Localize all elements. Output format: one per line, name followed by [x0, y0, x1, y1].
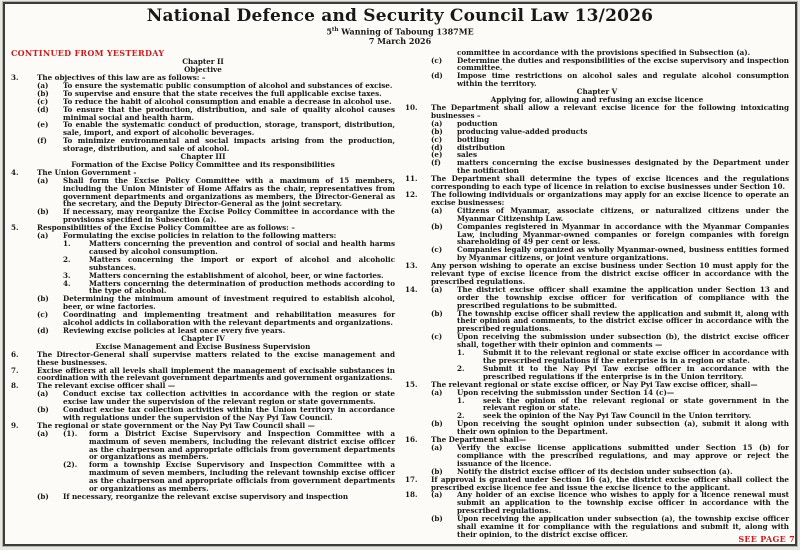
clause-text: Any holder of an excise licence who wishes to apply for a licence renewal must submit an application to the township excise officer in accordance with the prescribed regulations.: [457, 490, 789, 516]
law-clause: [11, 406, 395, 422]
left-column: [11, 49, 395, 539]
clause-text: bottling: [457, 134, 490, 144]
clause-label: 10.: [405, 103, 418, 112]
law-clause: [405, 286, 789, 310]
clause-text: To reduce the habit of alcohol consumption and enable a decrease in alcohol use.: [63, 96, 392, 106]
law-clause: [11, 390, 395, 406]
clause-label: (a): [37, 175, 49, 185]
clause-text: Conduct excise tax collection activities in accordance with the region or state excise law under the supervision of the relevant region or state governments.: [63, 389, 395, 407]
clause-text: The Department shall allow a relevant excise licence for the following intoxicating businesses –: [431, 103, 789, 120]
article-columns: [11, 49, 789, 539]
clause-text: distribution: [457, 142, 505, 152]
law-clause: [405, 310, 789, 334]
clause-text: Any person wishing to operate an excise business under Section 10 must apply for the relevant type of excise licence from the district excise officer in accordance with the prescribed regulations.: [431, 261, 789, 286]
clause-text: Companies legally organized as wholly Myanmar-owned, business entities formed by Myanmar citizens, or joint venture organizations.: [457, 245, 789, 263]
clause-text: sales: [457, 150, 478, 160]
law-clause: [405, 175, 789, 191]
law-clause: [11, 240, 395, 256]
chapter-heading: Chapter II: [182, 57, 224, 67]
clause-label: 9.: [11, 420, 19, 430]
clause-label: (b): [431, 419, 443, 429]
law-clause: [405, 476, 789, 492]
clause-text: Formulating the excise policies in relation to the following matters:: [63, 231, 337, 241]
dateline-ordinal-suffix: th: [331, 27, 339, 33]
clause-text: Upon receiving the submission under Section 14 (c)—: [457, 387, 675, 397]
clause-label: (a): [431, 387, 443, 397]
clause-text: Reviewing excise policies at least once every five years.: [63, 325, 286, 335]
chapter-heading: Excise Management and Excise Business Supervision: [95, 341, 311, 351]
law-clause: [405, 262, 789, 286]
clause-text: Determine the duties and responsibilities of the excise supervisory and inspection committee.: [457, 55, 789, 73]
clause-text: The relevant excise officer shall —: [37, 381, 176, 391]
clause-text: Verify the excise license applications submitted under Section 15 (b) for compliance with the prescribed regulations, and may approve or reject the issuance of the licence.: [457, 442, 789, 468]
clause-text: To minimize environmental and social impacts arising from the production, storage, distribution, and sale of alcohol.: [63, 136, 395, 154]
clause-label: (d): [431, 142, 443, 152]
clause-label: (e): [37, 120, 49, 130]
law-clause: [405, 420, 789, 436]
clause-text: Upon receiving the sought opinion under subsection (a), submit it along with their own opinion to the Department.: [457, 419, 789, 437]
clause-label: (c): [37, 96, 49, 106]
clause-label: 3.: [11, 72, 19, 82]
clause-label: (b): [37, 405, 49, 415]
law-clause: [405, 159, 789, 175]
clause-label: (a): [431, 118, 443, 128]
law-clause: [11, 493, 395, 501]
clause-label: (f): [37, 136, 47, 146]
law-clause: [11, 430, 395, 462]
clause-text: Submit it to the relevant regional or state excise officer in accordance with the prescribed regulations if the enterprise is in a region or state.: [483, 348, 789, 365]
law-clause: [405, 207, 789, 223]
clause-text: The objectives of this law are as follows: –: [37, 72, 206, 82]
clause-text: Matters concerning the import or export of alcohol and alcoholic substances.: [89, 254, 395, 272]
clause-label: (b): [37, 88, 49, 98]
clause-text: committee in accordance with the provisions specified in Subsection (a).: [457, 47, 751, 57]
clause-label: (a): [37, 80, 49, 90]
clause-label: 4.: [11, 167, 19, 177]
clause-text: The Department shall—: [431, 435, 527, 445]
clause-label: (b): [37, 492, 49, 501]
dateline-gregorian: 7 March 2026: [368, 35, 432, 46]
law-clause: [11, 351, 395, 367]
clause-label: (2).: [63, 460, 78, 470]
clause-text: The Department shall determine the types of excise licences and the regulations corresponding to each type of licence in relation to excise businesses under Section 10.: [431, 174, 789, 192]
clause-label: 12.: [405, 189, 418, 199]
clause-label: 14.: [405, 284, 418, 294]
clause-label: 15.: [405, 379, 418, 389]
clause-label: (b): [431, 308, 443, 318]
clause-text: Matters concerning the prevention and control of social and health harms caused by alcohol consumption.: [89, 239, 395, 256]
clause-label: 7.: [11, 365, 19, 375]
law-clause: [405, 72, 789, 88]
clause-text: Companies registered in Myanmar in accordance with the Myanmar Companies Law, including Myanmar-owned companies or foreign companies with foreign shareholding of 49 per cent or less.: [457, 221, 789, 247]
clause-label: 2.: [457, 411, 465, 421]
clause-text: form a District Excise Supervisory and Inspection Committee with a maximum of seven members, including the relevant district excise officer as the chairperson and appropriate officials from government departments or organizations as members.: [89, 428, 395, 462]
clause-text: Upon receiving the submission under subsection (b), the district excise officer shall, together with their opinion and comments —: [457, 332, 789, 350]
clause-label: (c): [431, 245, 443, 255]
clause-text: To ensure that the production, distribution, and sale of quality alcohol causes minimal social and health harm.: [63, 104, 395, 122]
clause-label: (c): [431, 332, 443, 342]
law-clause: [405, 104, 789, 120]
law-clause: [11, 121, 395, 137]
clause-text: The Union Government -: [37, 167, 137, 177]
clause-text: The relevant regional or state excise officer, or Nay Pyi Taw excise officer, shall—: [431, 379, 758, 389]
clause-text: Responsibilities of the Excise Policy Committee are as follows: –: [37, 223, 295, 233]
clause-text: Notify the district excise officer of its decision under subsection (a).: [457, 466, 733, 476]
clause-text: The regional or state government or the Nay Pyi Taw Council shall —: [37, 420, 315, 430]
clause-label: (a): [37, 428, 49, 438]
law-clause: [11, 311, 395, 327]
clause-label: 1.: [457, 395, 465, 405]
chapter-heading: Chapter III: [180, 152, 226, 162]
law-clause: [11, 280, 395, 296]
clause-label: (b): [431, 126, 443, 136]
clause-label: (d): [37, 325, 49, 335]
law-clause: [405, 515, 789, 539]
clause-label: 13.: [405, 261, 418, 271]
clause-text: If necessary, reorganize the relevant excise supervisory and inspection: [63, 492, 349, 501]
law-clause: [405, 491, 789, 515]
clause-text: poduction: [457, 118, 498, 128]
clause-text: seek the opinion of the relevant regional or state government in the relevant region or state.: [483, 395, 789, 413]
clause-label: (a): [37, 389, 49, 399]
law-clause: [11, 256, 395, 272]
law-clause: [405, 444, 789, 468]
clause-label: (b): [37, 207, 49, 217]
clause-label: 17.: [405, 474, 418, 484]
clause-label: 4.: [63, 278, 71, 288]
clause-text: Citizens of Myanmar, associate citizens, or naturalized citizens under the Myanmar Citizenship Law.: [457, 205, 789, 223]
newspaper-page: [3, 2, 797, 546]
clause-label: 16.: [405, 435, 418, 445]
clause-label: 18.: [405, 490, 418, 500]
clause-text: matters concerning the excise businesses designated by the Department under the notification: [457, 158, 789, 176]
clause-label: 1.: [457, 348, 465, 358]
clause-label: (d): [431, 71, 443, 81]
clause-label: 8.: [11, 381, 19, 391]
law-title: National Defence and Security Council Law 13/2026: [146, 6, 654, 26]
clause-label: 2.: [457, 363, 465, 373]
see-page-label: SEE PAGE 7: [738, 534, 795, 544]
clause-label: (a): [431, 442, 443, 452]
clause-label: (c): [37, 310, 49, 320]
clause-text: Conduct excise tax collection activities within the Union territory in accordance with regulations under the supervision of the Nay Pyi Taw Council.: [63, 405, 395, 422]
clause-text: Upon receiving the application under subsection (a), the township excise officer shall examine it for compliance with the regulations and submit it, along with their opinion, to the district excise officer.: [457, 514, 789, 539]
clause-label: (b): [431, 466, 443, 476]
law-clause: [405, 365, 789, 381]
law-clause: [11, 208, 395, 224]
clause-text: The township excise officer shall review the application and submit it, along with their opinion and comments, to the district excise officer in accordance with the prescribed regulations.: [457, 308, 789, 334]
clause-text: To ensure the systematic public consumption of alcohol and substances of excise.: [63, 80, 393, 90]
clause-label: (c): [431, 134, 443, 144]
law-clause: [11, 137, 395, 153]
clause-label: (b): [37, 294, 49, 304]
chapter-heading: Chapter IV: [181, 333, 225, 343]
clause-text: Submit it to the Nay Pyi Taw excise officer in accordance with the prescribed regulations if the enterprise is in the Union territory.: [483, 363, 789, 381]
clause-text: To enable the systematic conduct of production, storage, transport, distribution, sale, import, and export of alcoholic beverages.: [63, 120, 395, 138]
clause-label: (b): [431, 514, 443, 524]
clause-label: 11.: [405, 174, 418, 184]
clause-label: (a): [431, 490, 443, 500]
clause-label: 5.: [11, 223, 19, 233]
clause-label: (a): [37, 231, 49, 241]
clause-label: 3.: [63, 270, 71, 280]
continued-from-yesterday-label: CONTINUED FROM YESTERDAY: [11, 47, 165, 58]
clause-label: (a): [431, 205, 443, 215]
clause-text: Shall form the Excise Policy Committee with a maximum of 15 members, including the Union Minister of Home Affairs as the chair, representatives from government departments and organizations as members, the Director-General as the secretary, and the Deputy Director-General as the joint secretary.: [63, 175, 395, 209]
clause-text: producing value-added products: [457, 126, 588, 136]
clause-label: (f): [431, 158, 441, 168]
clause-label: (c): [431, 55, 443, 65]
law-clause: [11, 106, 395, 122]
clause-label: (d): [37, 104, 49, 114]
clause-label: (e): [431, 150, 443, 160]
chapter-heading: Chapter V: [576, 87, 618, 97]
clause-label: 6.: [11, 349, 19, 359]
law-clause: [11, 177, 395, 209]
dateline-day-number: 5: [326, 26, 332, 37]
clause-text: If necessary, may reorganize the Excise Policy Committee in accordance with the provisions specified in Subsection (a).: [63, 207, 395, 225]
right-column: [405, 49, 789, 539]
clause-text: Matters concerning the establishment of alcohol, beer, or wine factories.: [89, 270, 384, 280]
clause-label: (1).: [63, 428, 78, 438]
clause-text: Determining the minimum amount of investment required to establish alcohol, beer, or wine factories.: [63, 294, 395, 312]
law-clause: [405, 191, 789, 207]
chapter-heading: Formation of the Excise Policy Committee and its responsibilities: [71, 159, 335, 169]
masthead: [11, 7, 789, 46]
law-clause: [405, 333, 789, 349]
chapter-heading: Objective: [184, 65, 222, 75]
clause-text: To supervise and ensure that the state receives the full applicable excise taxes.: [63, 88, 382, 98]
law-clause: [405, 397, 789, 413]
clause-text: Matters concerning the determination of production methods according to the type of alcohol.: [89, 278, 395, 296]
dateline-rest: Wanning of Taboung 1387ME: [338, 26, 474, 37]
law-clause: [11, 295, 395, 311]
clause-label: 1.: [63, 239, 71, 248]
chapter-heading: Applying for, allowing and refusing an excise licence: [490, 95, 704, 105]
clause-text: The district excise officer shall examine the application under Section 13 and order the township excise officer for verification of compliance with the prescribed regulations to be submitted.: [457, 284, 789, 310]
clause-text: form a township Excise Supervisory and Inspection Committee with a maximum of seven members, including the relevant township excise officer as the chairperson and appropriate officials from government departments or organizations as members.: [89, 460, 395, 494]
clause-label: 2.: [63, 254, 71, 264]
law-clause: [405, 246, 789, 262]
law-clause: [405, 349, 789, 365]
clause-text: Impose time restrictions on alcohol sales and regulate alcohol consumption within the territory.: [457, 71, 789, 89]
clause-label: (b): [431, 221, 443, 231]
law-clause: [11, 461, 395, 493]
law-clause: [405, 223, 789, 247]
law-clause: [405, 57, 789, 73]
clause-text: seek the opinion of the Nay Pyi Taw Council in the Union territory.: [483, 411, 752, 421]
clause-text: The following individuals or organizations may apply for an excise licence to operate an excise businesses:: [431, 189, 789, 207]
law-clause: [11, 367, 395, 383]
clause-text: Coordinating and implementing treatment and rehabilitation measures for alcohol addicts in collaboration with the relevant departments and organizations.: [63, 310, 395, 328]
clause-label: (a): [431, 284, 443, 294]
clause-text: Excise officers at all levels shall implement the management of excisable substances in coordination with the relevant government departments and government organizations.: [37, 365, 395, 383]
clause-text: The Director-General shall supervise matters related to the excise management and these businesses.: [37, 349, 395, 367]
clause-text: If approval is granted under Section 16 (a), the district excise officer shall collect the prescribed excise licence fee and issue the excise licence to the applicant.: [431, 474, 789, 492]
